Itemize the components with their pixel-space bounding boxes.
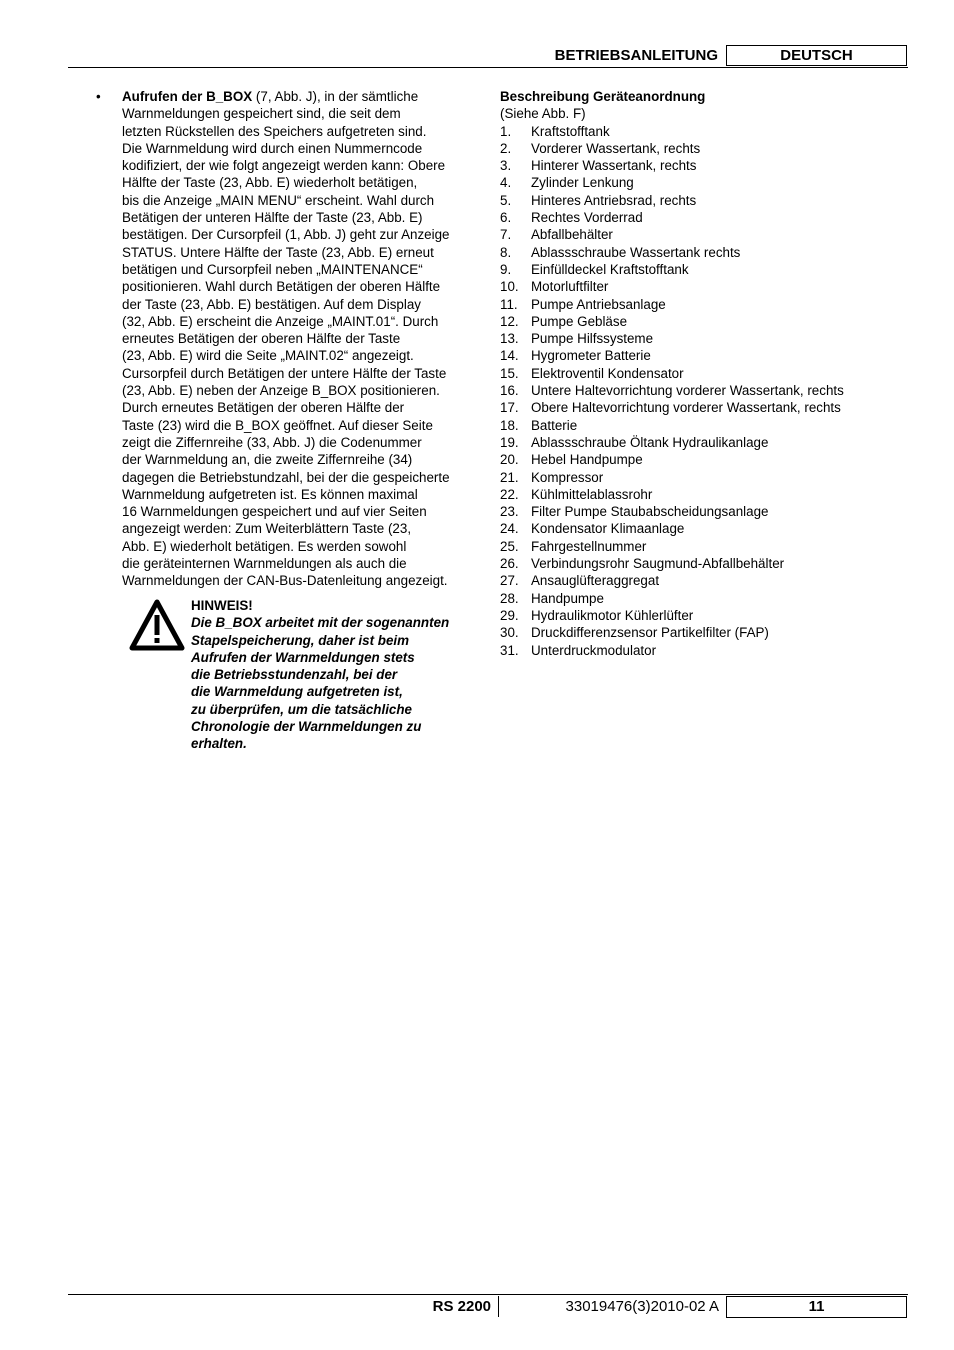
paragraph-line: positionieren. Wahl durch Betätigen der oberen Hälfte <box>122 279 441 295</box>
paragraph-line: bis die Anzeige „MAIN MENU“ erscheint. Wahl durch <box>122 192 435 208</box>
list-item: 22. Kühlmittelablassrohr <box>500 486 653 502</box>
note-line: die Betriebsstundenzahl, bei der <box>191 667 398 683</box>
header-title: BETRIEBSANLEITUNG <box>554 47 718 64</box>
bullet: • <box>96 89 101 104</box>
list-item: 28. Handpumpe <box>500 590 604 606</box>
left-column <box>96 88 481 590</box>
header-rule <box>68 67 908 68</box>
list-item: 20. Hebel Handpumpe <box>500 452 643 468</box>
list-item: 5. Hinteres Antriebsrad, rechts <box>500 192 697 208</box>
paragraph-line: kodifiziert, der wie folgt angezeigt werden kann: Obere <box>122 158 446 174</box>
paragraph-line: Taste (23) wird die B_BOX geöffnet. Auf dieser Seite <box>122 417 433 433</box>
paragraph-line: Cursorpfeil durch Betätigen der untere Hälfte der Taste <box>122 365 447 381</box>
list-item: 3. Hinterer Wassertank, rechts <box>500 158 697 174</box>
paragraph-line: Hälfte der Taste (23, Abb. E) wiederholt betätigen, <box>122 175 418 191</box>
paragraph-line: die geräteinternen Warnmeldungen als auch die <box>122 556 407 572</box>
paragraph-line: der Taste (23, Abb. E) bestätigen. Auf dem Display <box>122 296 421 312</box>
paragraph-line: erneutes Betätigen der oberen Hälfte der Taste <box>122 331 401 347</box>
note-line: zu überprüfen, um die tatsächliche <box>191 701 412 717</box>
note-title: HINWEIS! <box>191 598 253 613</box>
footer-rule <box>68 1294 908 1295</box>
paragraph-line: dagegen die Betriebstundzahl, bei der die gespeicherte <box>122 469 450 485</box>
list-item: 2. Vorderer Wassertank, rechts <box>500 140 701 156</box>
note-text <box>191 597 481 753</box>
list-item: 23. Filter Pumpe Staubabscheidungsanlage <box>500 504 769 520</box>
section-subtitle: (Siehe Abb. F) <box>500 106 586 122</box>
paragraph-line: betätigen und Cursorpfeil neben „MAINTENANCE“ <box>122 261 423 277</box>
list-item: 17. Obere Haltevorrichtung vorderer Wassertank, rechts <box>500 400 841 416</box>
list-item: 6. Rechtes Vorderrad <box>500 210 643 226</box>
list-item: 29. Hydraulikmotor Kühlerlüfter <box>500 607 694 623</box>
list-item: 18. Batterie <box>500 417 578 433</box>
list-item: 19. Ablassschraube Öltank Hydraulikanlage <box>500 434 769 450</box>
note-line: Aufrufen der Warnmeldungen stets <box>191 649 415 665</box>
paragraph-line: Abb. E) wiederholt betätigen. Es werden sowohl <box>122 538 407 554</box>
note-line: erhalten. <box>191 736 247 752</box>
list-item: 15. Elektroventil Kondensator <box>500 365 684 381</box>
footer-separator <box>498 1296 499 1317</box>
paragraph-line: letzten Rückstellen des Speichers aufgetreten sind. <box>122 123 427 139</box>
paragraph-lead: Aufrufen der B_BOX <box>122 89 253 104</box>
paragraph-line: STATUS. Untere Hälfte der Taste (23, Abb. E) erneut <box>122 244 434 260</box>
list-item: 10. Motorluftfilter <box>500 279 609 295</box>
paragraph-line: Warnmeldung aufgetreten ist. Es können maximal <box>122 486 418 502</box>
component-list <box>500 123 910 659</box>
paragraph-line: bestätigen. Der Cursorpfeil (1, Abb. J) geht zur Anzeige <box>122 227 450 243</box>
list-item: 14. Hygrometer Batterie <box>500 348 651 364</box>
list-item: 1. Kraftstofftank <box>500 123 610 139</box>
paragraph-line: 16 Warnmeldungen gespeichert und auf vier Seiten <box>122 504 427 520</box>
paragraph-line: zeigt die Ziffernreihe (33, Abb. J) die Codenummer <box>122 434 422 450</box>
note-line: Die B_BOX arbeitet mit der sogenannten <box>191 615 450 631</box>
paragraph-line: (32, Abb. E) erscheint die Anzeige „MAINT.01“. Durch <box>122 313 439 329</box>
footer-document-code: 33019476(3)2010-02 A <box>565 1298 719 1315</box>
note-line: die Warnmeldung aufgetreten ist, <box>191 684 403 700</box>
list-item: 25. Fahrgestellnummer <box>500 538 647 554</box>
header-language: DEUTSCH <box>726 45 907 66</box>
list-item: 27. Ansauglüfteraggregat <box>500 573 660 589</box>
list-item: 21. Kompressor <box>500 469 604 485</box>
list-item: 11. Pumpe Antriebsanlage <box>500 296 666 312</box>
note-line: Stapelspeicherung, daher ist beim <box>191 632 410 648</box>
footer-model: RS 2200 <box>432 1298 491 1315</box>
note-body <box>191 614 481 752</box>
right-column <box>500 88 910 659</box>
section-title: Beschreibung Geräteanordnung <box>500 89 706 104</box>
paragraph-line: der Warnmeldung an, die zweite Ziffernreihe (34) <box>122 452 413 468</box>
list-item: 9. Einfülldeckel Kraftstofftank <box>500 261 689 277</box>
paragraph-line: Aufrufen der B_BOX (7, Abb. J), in der sämtliche <box>122 89 419 104</box>
list-item: 31. Unterdruckmodulator <box>500 642 657 658</box>
b-box-paragraph <box>122 88 481 590</box>
warning-triangle-icon <box>129 599 185 651</box>
footer-page-number: 11 <box>726 1296 907 1318</box>
list-item: 7. Abfallbehälter <box>500 227 613 243</box>
list-item: 26. Verbindungsrohr Saugmund-Abfallbehälter <box>500 556 785 572</box>
paragraph-line: Warnmeldungen der CAN-Bus-Datenleitung angezeigt. <box>122 573 448 589</box>
list-item: 4. Zylinder Lenkung <box>500 175 634 191</box>
list-item: 16. Untere Haltevorrichtung vorderer Wassertank, rechts <box>500 383 844 399</box>
note-line: Chronologie der Warnmeldungen zu <box>191 719 422 735</box>
list-item: 30. Druckdifferenzsensor Partikelfilter (FAP) <box>500 625 769 641</box>
paragraph-line: (23, Abb. E) neben der Anzeige B_BOX positionieren. <box>122 383 440 399</box>
paragraph-line: angezeigt werden: Zum Weiterblättern Taste (23, <box>122 521 412 537</box>
list-item: 8. Ablassschraube Wassertank rechts <box>500 244 741 260</box>
paragraph-line: (23, Abb. E) wird die Seite „MAINT.02“ angezeigt. <box>122 348 414 364</box>
list-item: 12. Pumpe Gebläse <box>500 313 628 329</box>
paragraph-line: Warnmeldungen gespeichert sind, die seit dem <box>122 106 401 122</box>
paragraph-line: Betätigen der unteren Hälfte der Taste (23, Abb. E) <box>122 210 423 226</box>
list-item: 13. Pumpe Hilfssysteme <box>500 331 654 347</box>
paragraph-line: Durch erneutes Betätigen der oberen Hälfte der <box>122 400 405 416</box>
paragraph-line: Die Warnmeldung wird durch einen Nummerncode <box>122 140 423 156</box>
list-item: 24. Kondensator Klimaanlage <box>500 521 685 537</box>
